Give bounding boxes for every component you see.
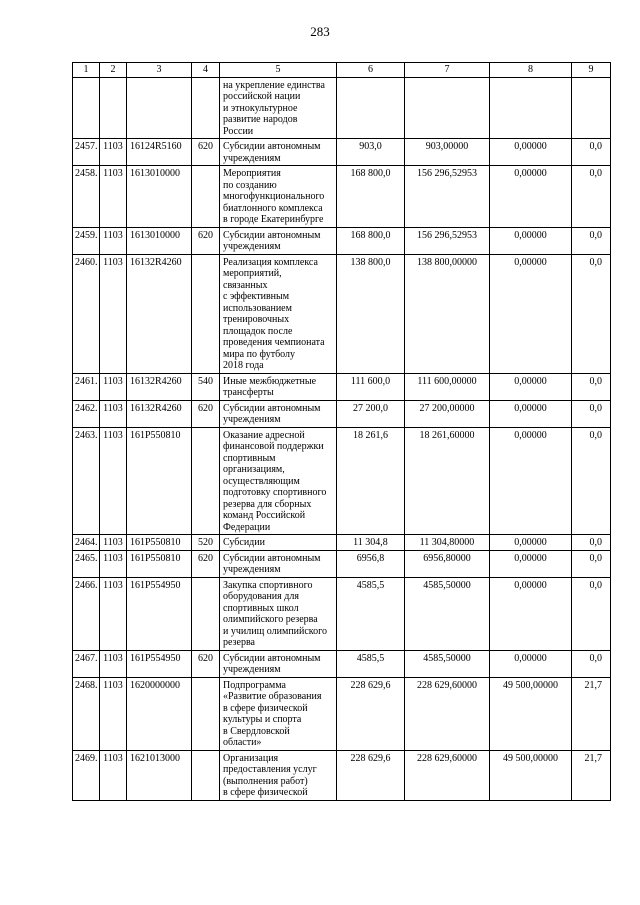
section-code-cell: 1103 (100, 254, 127, 373)
table-row (73, 254, 611, 373)
target-code-cell: 161P550810 (127, 535, 192, 551)
section-code-cell: 1103 (100, 750, 127, 800)
row-number-cell: 2467. (73, 650, 100, 677)
section-code-cell (100, 77, 127, 139)
item-name-cell: Реализация комплекса мероприятий, связанных с эффективным использованием тренировочных площадок после проведения чемпионата мира по футболу 2018 года (220, 254, 337, 373)
amount-planned-cell: 138 800,0 (337, 254, 405, 373)
expense-type-cell (192, 750, 220, 800)
expense-type-cell: 620 (192, 400, 220, 427)
column-header: 8 (490, 63, 572, 78)
target-code-cell: 161P554950 (127, 650, 192, 677)
expense-type-cell (192, 254, 220, 373)
item-name-cell: Иные межбюджетные трансферты (220, 373, 337, 400)
percent-cell: 21,7 (572, 750, 611, 800)
table-row (73, 427, 611, 535)
row-number-cell: 2463. (73, 427, 100, 535)
expense-type-cell: 620 (192, 227, 220, 254)
percent-cell: 21,7 (572, 677, 611, 750)
row-number-cell: 2457. (73, 139, 100, 166)
amount-executed-cell: 4585,50000 (405, 577, 490, 650)
amount-planned-cell: 6956,8 (337, 550, 405, 577)
amount-federal-cell: 0,00000 (490, 139, 572, 166)
table-header-row (73, 63, 611, 78)
table-row (73, 535, 611, 551)
amount-planned-cell: 228 629,6 (337, 750, 405, 800)
row-number-cell: 2466. (73, 577, 100, 650)
section-code-cell: 1103 (100, 227, 127, 254)
amount-federal-cell: 0,00000 (490, 550, 572, 577)
amount-planned-cell: 228 629,6 (337, 677, 405, 750)
target-code-cell: 1613010000 (127, 166, 192, 228)
amount-executed-cell: 903,00000 (405, 139, 490, 166)
expense-type-cell: 620 (192, 550, 220, 577)
item-name-cell: Подпрограмма «Развитие образования в сфере физической культуры и спорта в Свердловской области» (220, 677, 337, 750)
section-code-cell: 1103 (100, 427, 127, 535)
section-code-cell: 1103 (100, 139, 127, 166)
amount-federal-cell: 0,00000 (490, 227, 572, 254)
expense-type-cell (192, 427, 220, 535)
section-code-cell: 1103 (100, 650, 127, 677)
expense-type-cell (192, 577, 220, 650)
row-number-cell: 2461. (73, 373, 100, 400)
target-code-cell: 161P550810 (127, 550, 192, 577)
column-header: 1 (73, 63, 100, 78)
row-number-cell: 2468. (73, 677, 100, 750)
row-number-cell (73, 77, 100, 139)
table-row (73, 166, 611, 228)
table-row (73, 750, 611, 800)
amount-executed-cell: 138 800,00000 (405, 254, 490, 373)
item-name-cell: Субсидии (220, 535, 337, 551)
amount-executed-cell: 156 296,52953 (405, 227, 490, 254)
item-name-cell: Организация предоставления услуг (выполнения работ) в сфере физической (220, 750, 337, 800)
target-code-cell: 161P550810 (127, 427, 192, 535)
table-row (73, 227, 611, 254)
page-number: 283 (310, 24, 330, 39)
item-name-cell: на укрепление единства российской нации и этнокультурное развитие народов России (220, 77, 337, 139)
amount-executed-cell: 111 600,00000 (405, 373, 490, 400)
amount-federal-cell: 0,00000 (490, 650, 572, 677)
percent-cell: 0,0 (572, 535, 611, 551)
table-row (73, 139, 611, 166)
expense-type-cell: 520 (192, 535, 220, 551)
amount-federal-cell: 0,00000 (490, 373, 572, 400)
amount-planned-cell: 11 304,8 (337, 535, 405, 551)
section-code-cell: 1103 (100, 535, 127, 551)
target-code-cell: 16132R4260 (127, 254, 192, 373)
section-code-cell: 1103 (100, 166, 127, 228)
row-number-cell: 2465. (73, 550, 100, 577)
column-header: 5 (220, 63, 337, 78)
amount-federal-cell (490, 77, 572, 139)
amount-executed-cell: 4585,50000 (405, 650, 490, 677)
budget-table (72, 62, 611, 801)
target-code-cell: 16132R4260 (127, 373, 192, 400)
amount-federal-cell: 0,00000 (490, 577, 572, 650)
amount-planned-cell: 168 800,0 (337, 166, 405, 228)
amount-planned-cell: 18 261,6 (337, 427, 405, 535)
amount-executed-cell: 6956,80000 (405, 550, 490, 577)
target-code-cell: 1620000000 (127, 677, 192, 750)
expense-type-cell (192, 77, 220, 139)
percent-cell: 0,0 (572, 577, 611, 650)
item-name-cell: Субсидии автономным учреждениям (220, 227, 337, 254)
amount-executed-cell: 11 304,80000 (405, 535, 490, 551)
table-row (73, 373, 611, 400)
percent-cell (572, 77, 611, 139)
item-name-cell: Субсидии автономным учреждениям (220, 550, 337, 577)
table-row (73, 77, 611, 139)
percent-cell: 0,0 (572, 139, 611, 166)
section-code-cell: 1103 (100, 677, 127, 750)
item-name-cell: Субсидии автономным учреждениям (220, 400, 337, 427)
percent-cell: 0,0 (572, 227, 611, 254)
amount-federal-cell: 0,00000 (490, 166, 572, 228)
percent-cell: 0,0 (572, 650, 611, 677)
amount-planned-cell: 4585,5 (337, 650, 405, 677)
table-row (73, 577, 611, 650)
percent-cell: 0,0 (572, 550, 611, 577)
amount-federal-cell: 49 500,00000 (490, 750, 572, 800)
amount-executed-cell: 18 261,60000 (405, 427, 490, 535)
table-row (73, 650, 611, 677)
column-header: 2 (100, 63, 127, 78)
row-number-cell: 2459. (73, 227, 100, 254)
percent-cell: 0,0 (572, 400, 611, 427)
amount-planned-cell: 4585,5 (337, 577, 405, 650)
item-name-cell: Оказание адресной финансовой поддержки спортивным организациям, осуществляющим подготовку спортивного резерва для сборных команд Российской Федерации (220, 427, 337, 535)
column-header: 6 (337, 63, 405, 78)
amount-executed-cell: 228 629,60000 (405, 750, 490, 800)
target-code-cell: 1621013000 (127, 750, 192, 800)
table-row (73, 400, 611, 427)
section-code-cell: 1103 (100, 373, 127, 400)
amount-federal-cell: 0,00000 (490, 254, 572, 373)
amount-executed-cell (405, 77, 490, 139)
row-number-cell: 2469. (73, 750, 100, 800)
amount-planned-cell (337, 77, 405, 139)
item-name-cell: Субсидии автономным учреждениям (220, 650, 337, 677)
item-name-cell: Субсидии автономным учреждениям (220, 139, 337, 166)
expense-type-cell: 540 (192, 373, 220, 400)
amount-federal-cell: 0,00000 (490, 400, 572, 427)
item-name-cell: Мероприятия по созданию многофункционального биатлонного комплекса в городе Екатеринбурге (220, 166, 337, 228)
expense-type-cell: 620 (192, 139, 220, 166)
target-code-cell: 1613010000 (127, 227, 192, 254)
target-code-cell: 16124R5160 (127, 139, 192, 166)
amount-executed-cell: 27 200,00000 (405, 400, 490, 427)
expense-type-cell (192, 677, 220, 750)
percent-cell: 0,0 (572, 373, 611, 400)
amount-federal-cell: 49 500,00000 (490, 677, 572, 750)
target-code-cell: 161P554950 (127, 577, 192, 650)
row-number-cell: 2462. (73, 400, 100, 427)
amount-planned-cell: 111 600,0 (337, 373, 405, 400)
amount-federal-cell: 0,00000 (490, 427, 572, 535)
column-header: 9 (572, 63, 611, 78)
column-header: 3 (127, 63, 192, 78)
table-row (73, 677, 611, 750)
amount-planned-cell: 27 200,0 (337, 400, 405, 427)
target-code-cell: 16132R4260 (127, 400, 192, 427)
item-name-cell: Закупка спортивного оборудования для спортивных школ олимпийского резерва и училищ олимпийского резерва (220, 577, 337, 650)
row-number-cell: 2460. (73, 254, 100, 373)
section-code-cell: 1103 (100, 400, 127, 427)
section-code-cell: 1103 (100, 577, 127, 650)
row-number-cell: 2458. (73, 166, 100, 228)
amount-executed-cell: 228 629,60000 (405, 677, 490, 750)
amount-planned-cell: 168 800,0 (337, 227, 405, 254)
percent-cell: 0,0 (572, 166, 611, 228)
row-number-cell: 2464. (73, 535, 100, 551)
column-header: 7 (405, 63, 490, 78)
table-row (73, 550, 611, 577)
amount-executed-cell: 156 296,52953 (405, 166, 490, 228)
amount-federal-cell: 0,00000 (490, 535, 572, 551)
percent-cell: 0,0 (572, 427, 611, 535)
column-header: 4 (192, 63, 220, 78)
section-code-cell: 1103 (100, 550, 127, 577)
expense-type-cell (192, 166, 220, 228)
amount-planned-cell: 903,0 (337, 139, 405, 166)
expense-type-cell: 620 (192, 650, 220, 677)
target-code-cell (127, 77, 192, 139)
percent-cell: 0,0 (572, 254, 611, 373)
